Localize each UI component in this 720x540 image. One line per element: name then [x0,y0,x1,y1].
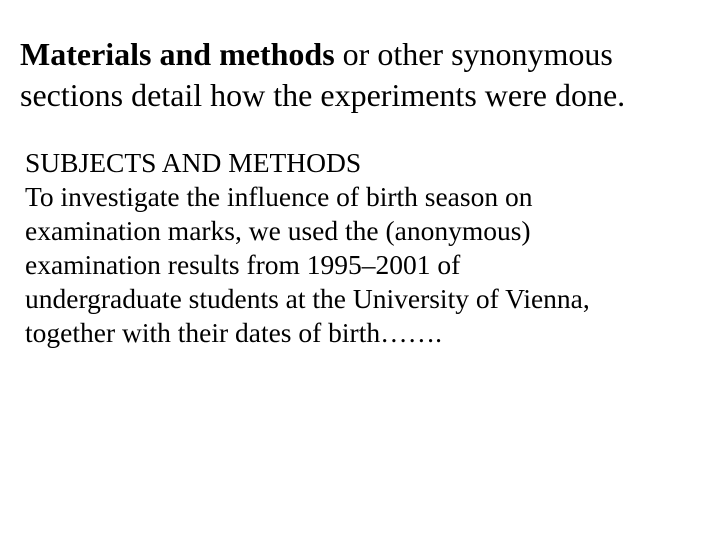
slide-heading [20,34,710,116]
excerpt-line: examination results from 1995–2001 of [25,249,461,280]
excerpt-line: To investigate the influence of birth season on [25,181,533,212]
heading-line-1-rest: or other synonymous [334,36,613,72]
excerpt-line: examination marks, we used the (anonymous) [25,215,531,246]
excerpt-line: together with their dates of birth……. [25,317,442,348]
example-excerpt [25,146,705,350]
heading-line-1 [20,34,710,75]
excerpt-line: undergraduate students at the University of Vienna, [25,283,590,314]
heading-line-2: sections detail how the experiments were done. [20,77,626,113]
excerpt-section-title: SUBJECTS AND METHODS [25,147,362,178]
heading-bold-term: Materials and methods [20,36,335,72]
